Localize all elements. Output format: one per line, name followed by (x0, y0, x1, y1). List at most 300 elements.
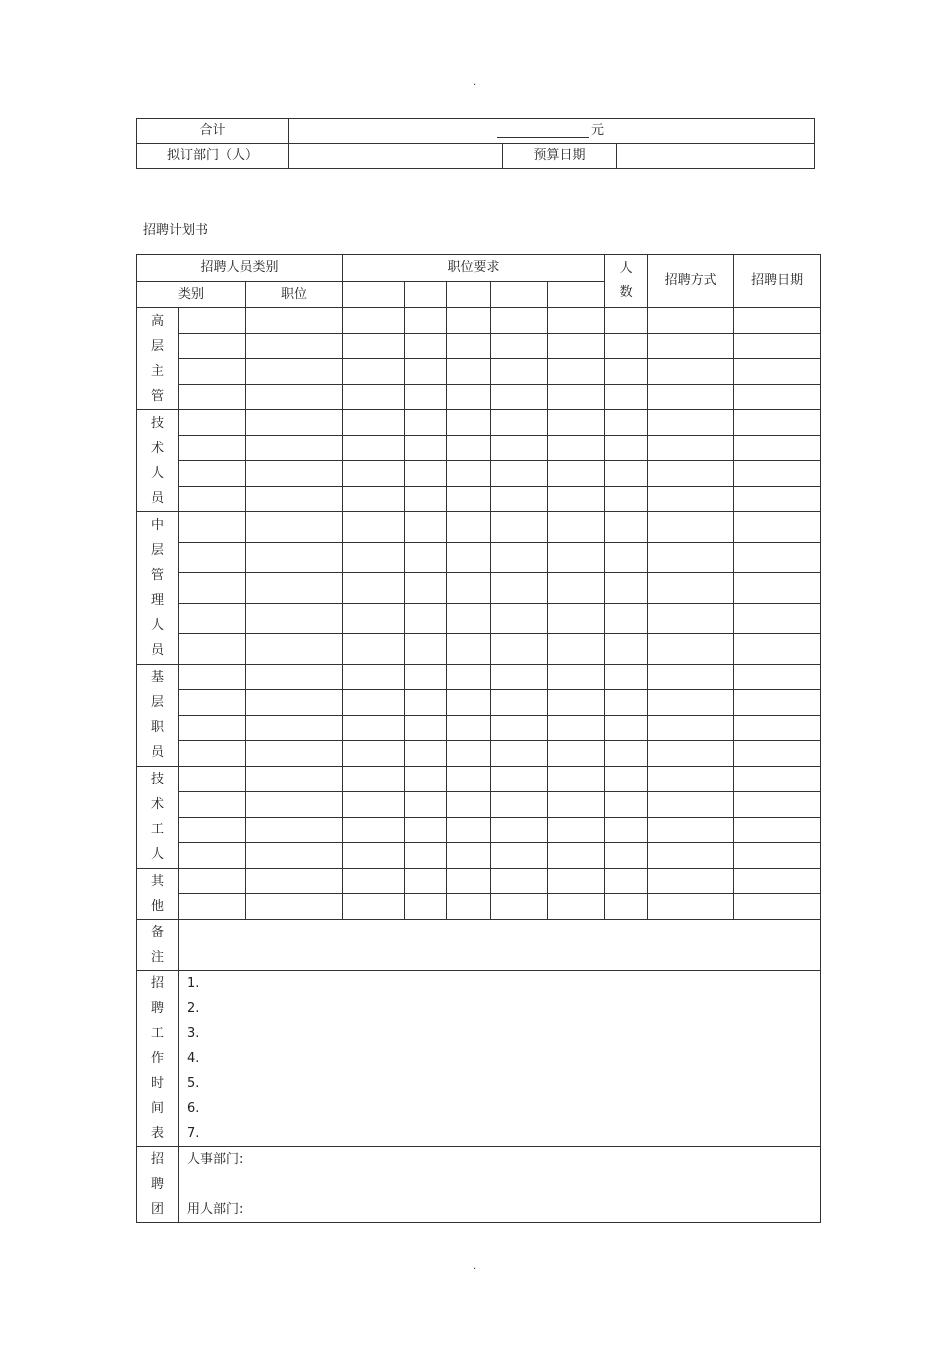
table-cell[interactable] (734, 486, 821, 512)
table-row (137, 868, 821, 894)
header-date: 招聘日期 (734, 255, 821, 308)
table-cell[interactable] (447, 435, 491, 461)
table-cell[interactable] (548, 573, 605, 604)
table-cell[interactable] (548, 792, 605, 818)
table-cell[interactable] (447, 359, 491, 385)
table-cell[interactable] (548, 741, 605, 767)
table-cell[interactable] (605, 308, 648, 334)
table-cell[interactable] (179, 486, 246, 512)
table-row (137, 741, 821, 767)
table-cell[interactable] (648, 573, 734, 604)
table-cell[interactable] (491, 715, 548, 741)
table-cell[interactable] (246, 817, 343, 843)
table-cell[interactable] (605, 843, 648, 869)
table-cell[interactable] (179, 715, 246, 741)
table-cell[interactable] (447, 542, 491, 573)
table-cell[interactable] (246, 461, 343, 487)
table-cell[interactable] (648, 792, 734, 818)
table-cell[interactable] (179, 817, 246, 843)
table-cell[interactable] (405, 715, 447, 741)
category-char: 主 (150, 363, 164, 379)
table-cell[interactable] (548, 461, 605, 487)
table-cell[interactable] (648, 715, 734, 741)
table-cell[interactable] (405, 573, 447, 604)
team-char: 聘 (150, 1176, 164, 1192)
table-cell[interactable] (405, 359, 447, 385)
remarks-row (137, 919, 821, 970)
table-cell[interactable] (605, 486, 648, 512)
table-cell[interactable] (491, 512, 548, 543)
budget-table (136, 118, 815, 169)
table-cell[interactable] (447, 603, 491, 634)
schedule-char: 工 (150, 1025, 164, 1041)
table-cell[interactable] (405, 542, 447, 573)
table-cell[interactable] (343, 766, 405, 792)
category-char: 管 (150, 388, 164, 404)
table-row (137, 817, 821, 843)
table-cell[interactable] (548, 868, 605, 894)
table-cell[interactable] (179, 384, 246, 410)
table-cell[interactable] (405, 634, 447, 665)
table-cell[interactable] (605, 603, 648, 634)
table-cell[interactable] (447, 894, 491, 920)
category-char: 管 (150, 567, 164, 583)
table-cell[interactable] (548, 603, 605, 634)
table-cell[interactable] (246, 843, 343, 869)
table-cell[interactable] (343, 486, 405, 512)
table-cell[interactable] (447, 461, 491, 487)
table-cell[interactable] (246, 573, 343, 604)
table-cell[interactable] (491, 868, 548, 894)
table-cell[interactable] (491, 817, 548, 843)
table-cell[interactable] (246, 333, 343, 359)
table-cell[interactable] (405, 486, 447, 512)
category-char: 员 (150, 642, 164, 658)
category-char: 高 (150, 313, 164, 329)
table-cell[interactable] (548, 512, 605, 543)
table-cell[interactable] (179, 542, 246, 573)
table-cell[interactable] (605, 741, 648, 767)
table-cell[interactable] (548, 664, 605, 690)
table-cell[interactable] (734, 894, 821, 920)
req-col-2[interactable] (405, 282, 447, 308)
table-cell[interactable] (343, 573, 405, 604)
table-cell[interactable] (605, 715, 648, 741)
table-cell[interactable] (343, 715, 405, 741)
table-cell[interactable] (491, 308, 548, 334)
table-cell[interactable] (605, 690, 648, 716)
header-position: 职位 (246, 282, 343, 308)
table-row (137, 573, 821, 604)
table-cell[interactable] (405, 384, 447, 410)
table-cell[interactable] (447, 868, 491, 894)
table-cell[interactable] (491, 573, 548, 604)
schedule-item: 3. (187, 1025, 200, 1041)
table-cell[interactable] (343, 512, 405, 543)
table-cell[interactable] (734, 868, 821, 894)
table-cell[interactable] (605, 384, 648, 410)
table-cell[interactable] (548, 410, 605, 436)
table-cell[interactable] (648, 359, 734, 385)
table-cell[interactable] (343, 461, 405, 487)
budget-date-cell[interactable] (617, 144, 815, 169)
table-cell[interactable] (447, 308, 491, 334)
table-cell[interactable] (246, 512, 343, 543)
table-cell[interactable] (447, 573, 491, 604)
table-cell[interactable] (405, 664, 447, 690)
table-cell[interactable] (491, 603, 548, 634)
header-staff-category: 招聘人员类别 (137, 255, 343, 282)
table-cell[interactable] (405, 435, 447, 461)
table-cell[interactable] (648, 766, 734, 792)
table-cell[interactable] (447, 664, 491, 690)
table-row (137, 766, 821, 792)
table-row (137, 359, 821, 385)
table-cell[interactable] (605, 766, 648, 792)
table-cell[interactable] (343, 435, 405, 461)
table-row (137, 715, 821, 741)
table-cell[interactable] (648, 384, 734, 410)
table-cell[interactable] (605, 359, 648, 385)
table-cell[interactable] (491, 894, 548, 920)
table-cell[interactable] (405, 308, 447, 334)
table-cell[interactable] (648, 894, 734, 920)
table-cell[interactable] (648, 410, 734, 436)
table-cell[interactable] (179, 634, 246, 665)
table-cell[interactable] (447, 384, 491, 410)
table-cell[interactable] (605, 573, 648, 604)
table-cell[interactable] (343, 333, 405, 359)
table-cell[interactable] (491, 741, 548, 767)
table-cell[interactable] (405, 512, 447, 543)
table-cell[interactable] (343, 894, 405, 920)
dept-label: 拟订部门（人） (137, 144, 289, 169)
table-cell[interactable] (734, 715, 821, 741)
table-cell[interactable] (548, 894, 605, 920)
team-char: 团 (150, 1201, 164, 1217)
schedule-char: 时 (150, 1075, 164, 1091)
table-cell[interactable] (734, 741, 821, 767)
table-cell[interactable] (734, 664, 821, 690)
table-cell[interactable] (734, 690, 821, 716)
table-cell[interactable] (648, 333, 734, 359)
table-cell[interactable] (246, 868, 343, 894)
table-cell[interactable] (179, 603, 246, 634)
table-cell[interactable] (548, 308, 605, 334)
table-cell[interactable] (447, 817, 491, 843)
table-cell[interactable] (491, 766, 548, 792)
table-cell[interactable] (447, 512, 491, 543)
category-group-label (137, 512, 179, 665)
table-cell[interactable] (491, 384, 548, 410)
table-cell[interactable] (447, 792, 491, 818)
table-cell[interactable] (405, 461, 447, 487)
headcount-label: 人数 (619, 261, 633, 300)
table-cell[interactable] (343, 868, 405, 894)
table-cell[interactable] (734, 843, 821, 869)
table-cell[interactable] (343, 384, 405, 410)
table-cell[interactable] (447, 410, 491, 436)
table-cell[interactable] (734, 542, 821, 573)
schedule-char: 作 (150, 1050, 164, 1066)
table-cell[interactable] (179, 894, 246, 920)
table-cell[interactable] (447, 741, 491, 767)
table-cell[interactable] (548, 486, 605, 512)
table-cell[interactable] (734, 512, 821, 543)
table-cell[interactable] (648, 741, 734, 767)
table-cell[interactable] (491, 435, 548, 461)
table-cell[interactable] (648, 634, 734, 665)
table-cell[interactable] (179, 843, 246, 869)
table-cell[interactable] (246, 603, 343, 634)
table-cell[interactable] (605, 461, 648, 487)
table-cell[interactable] (491, 359, 548, 385)
table-cell[interactable] (179, 359, 246, 385)
table-cell[interactable] (343, 741, 405, 767)
table-cell[interactable] (605, 817, 648, 843)
table-cell[interactable] (179, 741, 246, 767)
req-col-1[interactable] (343, 282, 405, 308)
table-cell[interactable] (648, 664, 734, 690)
table-cell[interactable] (179, 308, 246, 334)
table-row (137, 333, 821, 359)
table-cell[interactable] (405, 894, 447, 920)
dept-value-cell[interactable] (289, 144, 503, 169)
table-cell[interactable] (343, 664, 405, 690)
table-cell[interactable] (605, 634, 648, 665)
team-field[interactable] (179, 1146, 821, 1222)
table-cell[interactable] (605, 435, 648, 461)
table-cell[interactable] (491, 333, 548, 359)
remarks-field[interactable] (179, 919, 821, 970)
schedule-char: 表 (150, 1125, 164, 1141)
team-spacer (187, 1172, 820, 1197)
req-col-5[interactable] (548, 282, 605, 308)
table-row (137, 435, 821, 461)
table-cell[interactable] (246, 792, 343, 818)
table-cell[interactable] (405, 817, 447, 843)
table-cell[interactable] (491, 542, 548, 573)
budget-total-row (137, 119, 815, 144)
table-cell[interactable] (343, 359, 405, 385)
category-group-label (137, 308, 179, 410)
table-cell[interactable] (548, 384, 605, 410)
table-cell[interactable] (179, 792, 246, 818)
table-cell[interactable] (734, 573, 821, 604)
table-cell[interactable] (447, 766, 491, 792)
table-cell[interactable] (605, 512, 648, 543)
table-cell[interactable] (734, 308, 821, 334)
table-cell[interactable] (246, 664, 343, 690)
table-cell[interactable] (246, 766, 343, 792)
table-cell[interactable] (447, 634, 491, 665)
table-cell[interactable] (179, 573, 246, 604)
category-char: 层 (150, 542, 164, 558)
table-cell[interactable] (447, 715, 491, 741)
table-cell[interactable] (343, 843, 405, 869)
table-cell[interactable] (405, 766, 447, 792)
table-cell[interactable] (405, 843, 447, 869)
table-cell[interactable] (648, 542, 734, 573)
table-cell[interactable] (605, 664, 648, 690)
table-cell[interactable] (734, 410, 821, 436)
table-cell[interactable] (605, 542, 648, 573)
table-cell[interactable] (405, 410, 447, 436)
schedule-item: 6. (187, 1100, 200, 1116)
req-col-3[interactable] (447, 282, 491, 308)
table-row (137, 461, 821, 487)
table-cell[interactable] (343, 410, 405, 436)
table-cell[interactable] (648, 817, 734, 843)
table-cell[interactable] (405, 868, 447, 894)
table-cell[interactable] (447, 690, 491, 716)
table-cell[interactable] (548, 817, 605, 843)
schedule-char: 招 (150, 975, 164, 991)
table-cell[interactable] (548, 766, 605, 792)
schedule-list[interactable] (179, 970, 821, 1146)
total-blank (497, 123, 589, 138)
table-cell[interactable] (179, 766, 246, 792)
table-cell[interactable] (648, 435, 734, 461)
table-cell[interactable] (548, 634, 605, 665)
table-cell[interactable] (648, 308, 734, 334)
table-cell[interactable] (246, 359, 343, 385)
table-row (137, 843, 821, 869)
table-cell[interactable] (548, 435, 605, 461)
budget-date-label: 预算日期 (503, 144, 617, 169)
table-cell[interactable] (491, 843, 548, 869)
table-cell[interactable] (491, 461, 548, 487)
table-row (137, 690, 821, 716)
table-cell[interactable] (491, 792, 548, 818)
table-cell[interactable] (179, 512, 246, 543)
table-cell[interactable] (179, 461, 246, 487)
req-col-4[interactable] (491, 282, 548, 308)
table-cell[interactable] (605, 792, 648, 818)
table-cell[interactable] (548, 690, 605, 716)
table-cell[interactable] (491, 664, 548, 690)
table-cell[interactable] (734, 384, 821, 410)
table-cell[interactable] (246, 894, 343, 920)
table-cell[interactable] (246, 741, 343, 767)
table-cell[interactable] (246, 384, 343, 410)
category-char: 理 (150, 592, 164, 608)
table-cell[interactable] (734, 435, 821, 461)
header-method: 招聘方式 (648, 255, 734, 308)
category-group-label (137, 410, 179, 512)
table-cell[interactable] (491, 690, 548, 716)
table-cell[interactable] (548, 715, 605, 741)
table-cell[interactable] (491, 486, 548, 512)
remarks-char: 备 (150, 924, 164, 940)
table-cell[interactable] (491, 634, 548, 665)
table-cell[interactable] (648, 690, 734, 716)
table-cell[interactable] (648, 603, 734, 634)
table-row (137, 634, 821, 665)
table-cell[interactable] (343, 542, 405, 573)
table-cell[interactable] (447, 333, 491, 359)
category-group-label (137, 664, 179, 766)
table-cell[interactable] (491, 410, 548, 436)
table-cell[interactable] (734, 359, 821, 385)
table-cell[interactable] (179, 690, 246, 716)
table-cell[interactable] (548, 359, 605, 385)
table-cell[interactable] (343, 308, 405, 334)
table-cell[interactable] (343, 634, 405, 665)
total-value-cell[interactable] (289, 119, 815, 144)
table-row (137, 542, 821, 573)
category-char: 人 (150, 465, 164, 481)
table-cell[interactable] (447, 486, 491, 512)
table-cell[interactable] (246, 542, 343, 573)
table-cell[interactable] (734, 333, 821, 359)
table-cell[interactable] (405, 792, 447, 818)
table-cell[interactable] (734, 603, 821, 634)
table-cell[interactable] (246, 410, 343, 436)
table-cell[interactable] (179, 868, 246, 894)
table-cell[interactable] (548, 333, 605, 359)
table-cell[interactable] (548, 843, 605, 869)
table-cell[interactable] (246, 435, 343, 461)
category-char: 中 (150, 517, 164, 533)
category-char: 工 (150, 822, 164, 837)
table-row (137, 603, 821, 634)
table-row (137, 894, 821, 920)
table-cell[interactable] (246, 634, 343, 665)
table-cell[interactable] (246, 715, 343, 741)
table-cell[interactable] (405, 333, 447, 359)
team-hr-label: 人事部门: (187, 1151, 244, 1167)
table-cell[interactable] (734, 766, 821, 792)
table-cell[interactable] (648, 486, 734, 512)
schedule-row (137, 970, 821, 1146)
table-cell[interactable] (605, 868, 648, 894)
table-cell[interactable] (447, 843, 491, 869)
table-cell[interactable] (405, 690, 447, 716)
table-cell[interactable] (179, 664, 246, 690)
table-cell[interactable] (246, 308, 343, 334)
total-label: 合计 (137, 119, 289, 144)
table-cell[interactable] (343, 603, 405, 634)
table-cell[interactable] (648, 512, 734, 543)
table-cell[interactable] (179, 435, 246, 461)
category-char: 层 (150, 338, 164, 354)
total-unit: 元 (591, 123, 605, 138)
table-cell[interactable] (605, 894, 648, 920)
table-cell[interactable] (179, 333, 246, 359)
table-cell[interactable] (343, 690, 405, 716)
table-cell[interactable] (179, 410, 246, 436)
table-cell[interactable] (548, 542, 605, 573)
table-cell[interactable] (343, 817, 405, 843)
table-cell[interactable] (734, 461, 821, 487)
table-cell[interactable] (605, 410, 648, 436)
table-cell[interactable] (734, 634, 821, 665)
table-cell[interactable] (648, 843, 734, 869)
table-cell[interactable] (734, 817, 821, 843)
table-cell[interactable] (246, 690, 343, 716)
table-cell[interactable] (246, 486, 343, 512)
header-headcount (605, 255, 648, 308)
team-char: 招 (150, 1151, 164, 1167)
table-cell[interactable] (405, 741, 447, 767)
table-cell[interactable] (405, 603, 447, 634)
table-cell[interactable] (648, 868, 734, 894)
table-cell[interactable] (605, 333, 648, 359)
table-cell[interactable] (343, 792, 405, 818)
table-cell[interactable] (734, 792, 821, 818)
table-cell[interactable] (648, 461, 734, 487)
